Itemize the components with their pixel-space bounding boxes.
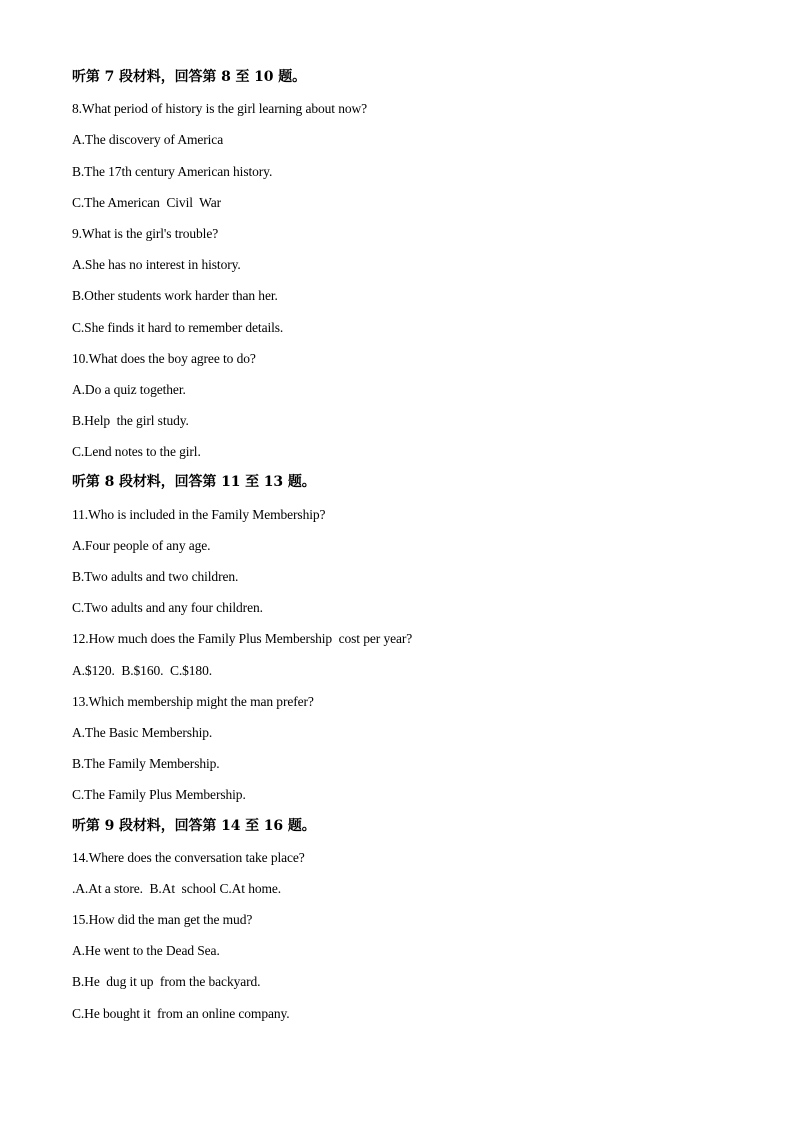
- option-11b: B.Two adults and two children.: [72, 569, 239, 584]
- question-8: 8.What period of history is the girl learning about now?: [72, 101, 368, 117]
- question-15: 15.How did the man get the mud?: [72, 912, 253, 928]
- document-content: [72, 62, 732, 1029]
- option-11a: A.Four people of any age.: [72, 537, 211, 553]
- option-10b: B.Help the girl study.: [72, 413, 189, 429]
- option-9a: A.She has no interest in history.: [72, 257, 241, 273]
- option-8b: B.The 17th century American history.: [72, 163, 273, 179]
- option-8c: C.The American Civil War: [72, 194, 222, 210]
- option-11c: C.Two adults and any four children.: [72, 600, 263, 616]
- option-15a: A.He went to the Dead Sea.: [72, 943, 220, 959]
- option-9c: C.She finds it hard to remember details.: [72, 319, 284, 335]
- question-11: 11.Who is included in the Family Membership?: [72, 506, 326, 522]
- options-14: .A.At a store. B.At school C.At home.: [72, 880, 282, 896]
- option-9b: B.Other students work harder than her.: [72, 288, 278, 304]
- section-heading: 听第 7 段材料，回答第 8 至 10 题。: [72, 69, 307, 85]
- option-10c: C.Lend notes to the girl.: [72, 444, 201, 460]
- question-14: 14.Where does the conversation take place?: [72, 849, 305, 865]
- option-13c: C.The Family Plus Membership.: [72, 787, 246, 803]
- options-12: A.$120. B.$160. C.$180.: [72, 662, 213, 678]
- question-9: 9.What is the girl's trouble?: [72, 225, 219, 241]
- option-13a: A.The Basic Membership.: [72, 724, 213, 740]
- option-8a: A.The discovery of America: [72, 132, 224, 148]
- option-13b: B.The Family Membership.: [72, 756, 220, 772]
- option-15c: C.He bought it from an online company.: [72, 1005, 290, 1021]
- option-10a: A.Do a quiz together.: [72, 381, 186, 397]
- section-heading: 听第 9 段材料，回答第 14 至 16 题。: [72, 817, 316, 834]
- question-10: 10.What does the boy agree to do?: [72, 350, 256, 366]
- option-15b: B.He dug it up from the backyard.: [72, 974, 261, 990]
- question-13: 13.Which membership might the man prefer?: [72, 693, 314, 709]
- question-12: 12.How much does the Family Plus Membership cost per year?: [72, 631, 413, 647]
- section-heading: 听第 8 段材料，回答第 11 至 13 题。: [72, 474, 316, 491]
